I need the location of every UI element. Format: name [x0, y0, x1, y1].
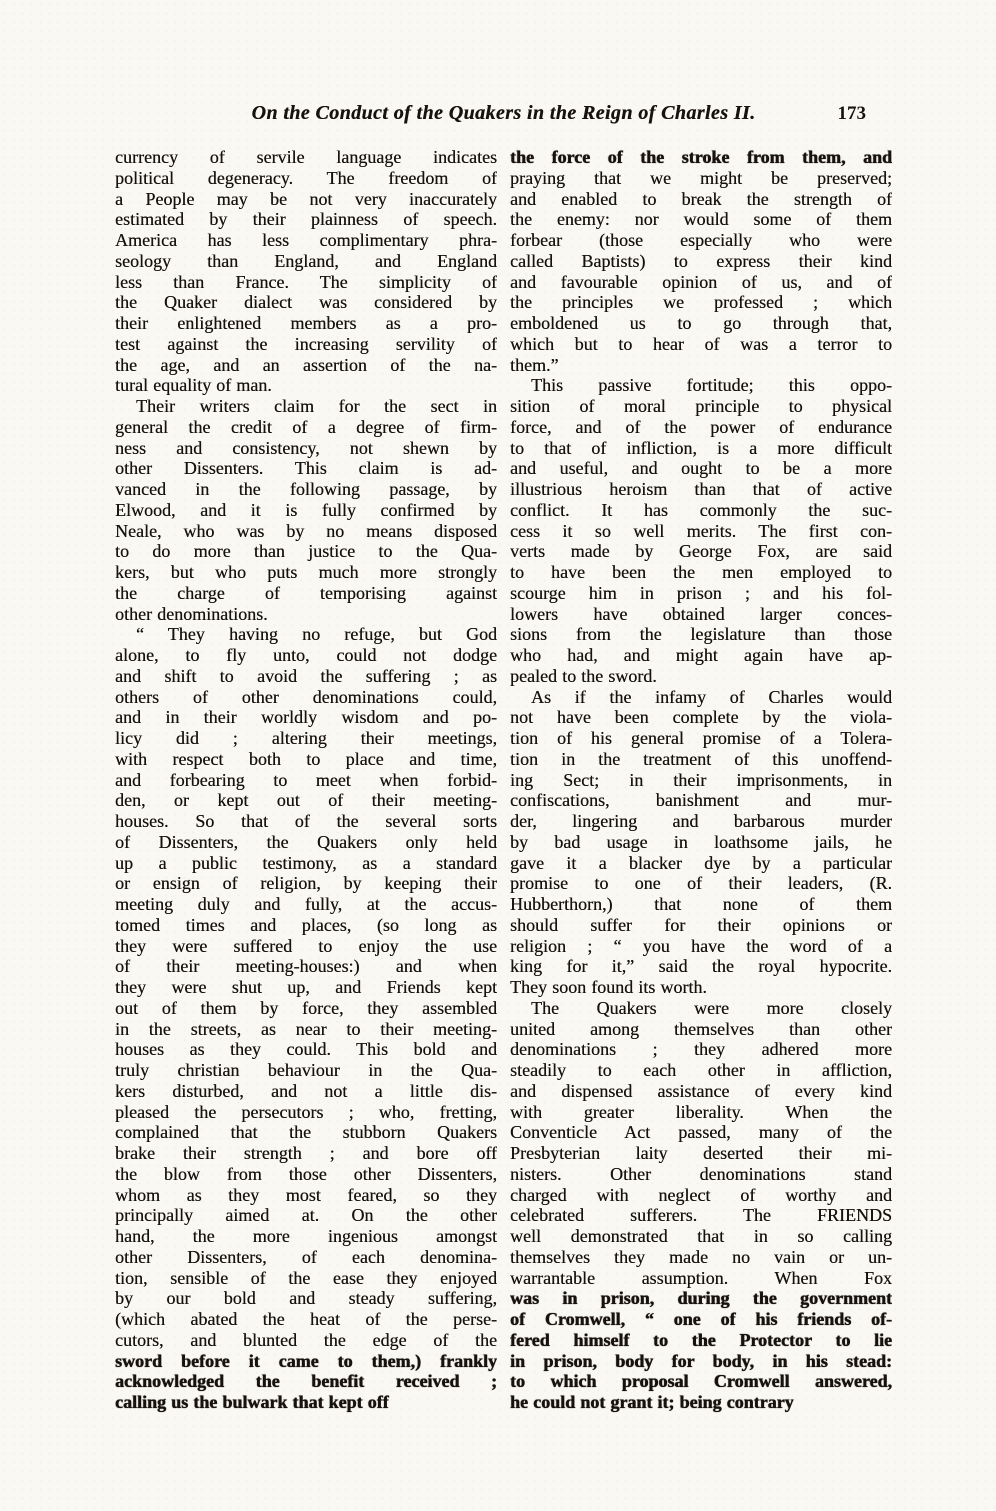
text-line: They soon found its worth. — [510, 977, 707, 997]
text-line: This passive fortitude; this oppo- — [531, 375, 892, 396]
text-line: hand, the more ingenious amongst — [115, 1226, 497, 1246]
text-line: their enlightened members as a pro- — [115, 313, 497, 333]
text-line: illustrious heroism than that of active — [510, 479, 892, 499]
text-line: in the streets, as near to their meeting- — [115, 1018, 497, 1039]
text-line: forbear (those especially who were — [510, 230, 892, 250]
text-line: (which abated the heat of the perse- — [115, 1309, 497, 1329]
text-line: houses. So that of the several sorts — [115, 811, 497, 831]
text-line: of their meeting-houses:) and when — [115, 956, 497, 977]
text-line: steadily to each other in affliction, — [510, 1060, 892, 1080]
text-line: den, or kept out of their meeting- — [115, 790, 497, 811]
text-line: licy did ; altering their meetings, — [115, 728, 497, 748]
text-line: houses as they could. This bold and — [115, 1039, 497, 1060]
text-line: warrantable assumption. When Fox — [510, 1267, 892, 1288]
text-line: up a public testimony, as a standard — [115, 852, 497, 873]
text-line: test against the increasing servility of — [115, 333, 497, 354]
text-line: alone, to fly unto, could not dodge — [115, 645, 497, 665]
text-line: truly christian behaviour in the Qua- — [115, 1060, 497, 1080]
text-line: seology than England, and England — [115, 250, 497, 271]
text-line: Elwood, and it is fully confirmed by — [115, 499, 497, 520]
right-column — [510, 147, 892, 1413]
text-line: to do more than justice to the Qua- — [115, 541, 497, 562]
text-line: who had, and might again have ap- — [510, 645, 892, 665]
text-line: complained that the stubborn Quakers — [115, 1122, 497, 1143]
text-line: calling us the bulwark that kept off — [115, 1392, 389, 1412]
text-line: kers disturbed, and not a little dis- — [115, 1080, 497, 1101]
text-line: other Dissenters. This claim is ad- — [115, 458, 497, 479]
page-title: On the Conduct of the Quakers in the Reign of Charles II. — [251, 102, 756, 124]
running-head — [115, 102, 892, 130]
text-line: principally aimed at. On the other — [115, 1205, 497, 1226]
text-line: As if the infamy of Charles would — [531, 686, 892, 707]
text-line: and favourable opinion of us, and of — [510, 271, 892, 292]
text-line: Presbyterian laity deserted their mi- — [510, 1143, 892, 1163]
text-line: The Quakers were more closely — [531, 997, 892, 1018]
text-line: celebrated sufferers. The FRIENDS — [510, 1205, 892, 1226]
text-line: the charge of temporising against — [115, 582, 497, 603]
text-line: he could not grant it; being contrary — [510, 1392, 794, 1412]
text-line: the age, and an assertion of the na- — [115, 354, 497, 375]
text-line: lowers have obtained larger conces- — [510, 603, 892, 624]
page-number: 173 — [837, 103, 866, 124]
text-line: gave it a blacker dye by a particular — [510, 852, 892, 873]
text-line: the blow from those other Dissenters, — [115, 1163, 497, 1184]
text-columns — [115, 147, 892, 1413]
text-line: fered himself to the Protector to lie — [510, 1329, 892, 1350]
text-line: pleased the persecutors ; who, fretting, — [115, 1101, 497, 1122]
text-line: the force of the stroke from them, and — [510, 147, 892, 167]
text-line: conflict. It has commonly the suc- — [510, 499, 892, 520]
text-line: sions from the legislature than those — [510, 624, 892, 645]
text-line: force, and of the power of endurance — [510, 416, 892, 437]
text-line: was in prison, during the government — [510, 1288, 892, 1309]
text-line: Their writers claim for the sect in — [136, 396, 497, 416]
text-line: and enabled to break the strength of — [510, 188, 892, 209]
text-line: united among themselves than other — [510, 1018, 892, 1039]
text-line: less than France. The simplicity of — [115, 271, 497, 292]
text-line: scourge him in prison ; and his fol- — [510, 582, 892, 603]
text-line: called Baptists) to express their kind — [510, 250, 892, 271]
text-line: with greater liberality. When the — [510, 1101, 892, 1122]
text-line: tion, sensible of the ease they enjoyed — [115, 1267, 497, 1288]
text-line: should suffer for their opinions or — [510, 914, 892, 935]
text-line: and shift to avoid the suffering ; as — [115, 665, 497, 686]
text-line: with respect both to place and time, — [115, 748, 497, 769]
text-line: vanced in the following passage, by — [115, 479, 497, 499]
text-line: estimated by their plainness of speech. — [115, 209, 497, 230]
text-line: Neale, who was by no means disposed — [115, 520, 497, 541]
text-line: to have been the men employed to — [510, 562, 892, 582]
text-line: pealed to the sword. — [510, 665, 657, 686]
text-line: the Quaker dialect was considered by — [115, 292, 497, 313]
text-line: Hubberthorn,) that none of them — [510, 894, 892, 914]
text-line: well demonstrated that in so calling — [510, 1226, 892, 1246]
text-line: charged with neglect of worthy and — [510, 1184, 892, 1205]
text-line: general the credit of a degree of firm- — [115, 416, 497, 437]
text-line: tion of his general promise of a Tolera- — [510, 728, 892, 748]
text-line: verts made by George Fox, are said — [510, 541, 892, 562]
text-line: to which proposal Cromwell answered, — [510, 1371, 892, 1392]
text-line: ness and consistency, not shewn by — [115, 437, 497, 458]
text-line: other Dissenters, of each denomina- — [115, 1246, 497, 1267]
text-line: and in their worldly wisdom and po- — [115, 707, 497, 728]
text-line: ing Sect; in their imprisonments, in — [510, 769, 892, 790]
text-line: others of other denominations could, — [115, 686, 497, 707]
text-line: sword before it came to them,) frankly — [115, 1350, 497, 1371]
text-line: to that of infliction, is a more difficult — [510, 437, 892, 458]
text-line: by bad usage in loathsome jails, he — [510, 831, 892, 852]
text-line: in prison, body for body, in his stead: — [510, 1350, 892, 1371]
text-line: other denominations. — [115, 603, 268, 624]
text-line: kers, but who puts much more strongly — [115, 562, 497, 582]
text-line: by our bold and steady suffering, — [115, 1288, 497, 1309]
text-line: cess it so well merits. The first con- — [510, 520, 892, 541]
text-line: they were shut up, and Friends kept — [115, 977, 497, 997]
text-line: and forbearing to meet when forbid- — [115, 769, 497, 790]
text-line: a People may be not very inaccurately — [115, 188, 497, 209]
text-line: “ They having no refuge, but God — [136, 624, 497, 645]
text-line: political degeneracy. The freedom of — [115, 167, 497, 188]
text-line: sition of moral principle to physical — [510, 396, 892, 416]
text-line: brake their strength ; and bore off — [115, 1143, 497, 1163]
text-line: and dispensed assistance of every kind — [510, 1080, 892, 1101]
text-line: king for it,” said the royal hypocrite. — [510, 956, 892, 977]
text-line: which but to hear of was a terror to — [510, 333, 892, 354]
text-line: out of them by force, they assembled — [115, 997, 497, 1018]
text-line: America has less complimentary phra- — [115, 230, 497, 250]
text-line: or ensign of religion, by keeping their — [115, 873, 497, 894]
text-line: and useful, and ought to be a more — [510, 458, 892, 479]
text-line: tomed times and places, (so long as — [115, 914, 497, 935]
text-line: the enemy: nor would some of them — [510, 209, 892, 230]
text-line: tion in the treatment of this unoffend- — [510, 748, 892, 769]
text-line: confiscations, banishment and mur- — [510, 790, 892, 811]
text-line: acknowledged the benefit received ; — [115, 1371, 497, 1392]
text-line: cutors, and blunted the edge of the — [115, 1329, 497, 1350]
text-line: them.” — [510, 354, 559, 375]
left-column — [115, 147, 497, 1413]
text-line: nisters. Other denominations stand — [510, 1163, 892, 1184]
text-line: emboldened us to go through that, — [510, 313, 892, 333]
text-line: whom as they most feared, so they — [115, 1184, 497, 1205]
text-line: religion ; “ you have the word of a — [510, 935, 892, 956]
text-line: of Cromwell, “ one of his friends of- — [510, 1309, 892, 1329]
text-line: not have been complete by the viola- — [510, 707, 892, 728]
text-line: promise to one of their leaders, (R. — [510, 873, 892, 894]
text-line: tural equality of man. — [115, 375, 272, 396]
text-line: the principles we professed ; which — [510, 292, 892, 313]
text-line: praying that we might be preserved; — [510, 167, 892, 188]
text-line: they were suffered to enjoy the use — [115, 935, 497, 956]
text-line: der, lingering and barbarous murder — [510, 811, 892, 831]
text-line: meeting duly and fully, at the accus- — [115, 894, 497, 914]
text-line: of Dissenters, the Quakers only held — [115, 831, 497, 852]
text-line: denominations ; they adhered more — [510, 1039, 892, 1060]
text-line: Conventicle Act passed, many of the — [510, 1122, 892, 1143]
text-line: themselves they made no vain or un- — [510, 1246, 892, 1267]
text-line: currency of servile language indicates — [115, 147, 497, 167]
